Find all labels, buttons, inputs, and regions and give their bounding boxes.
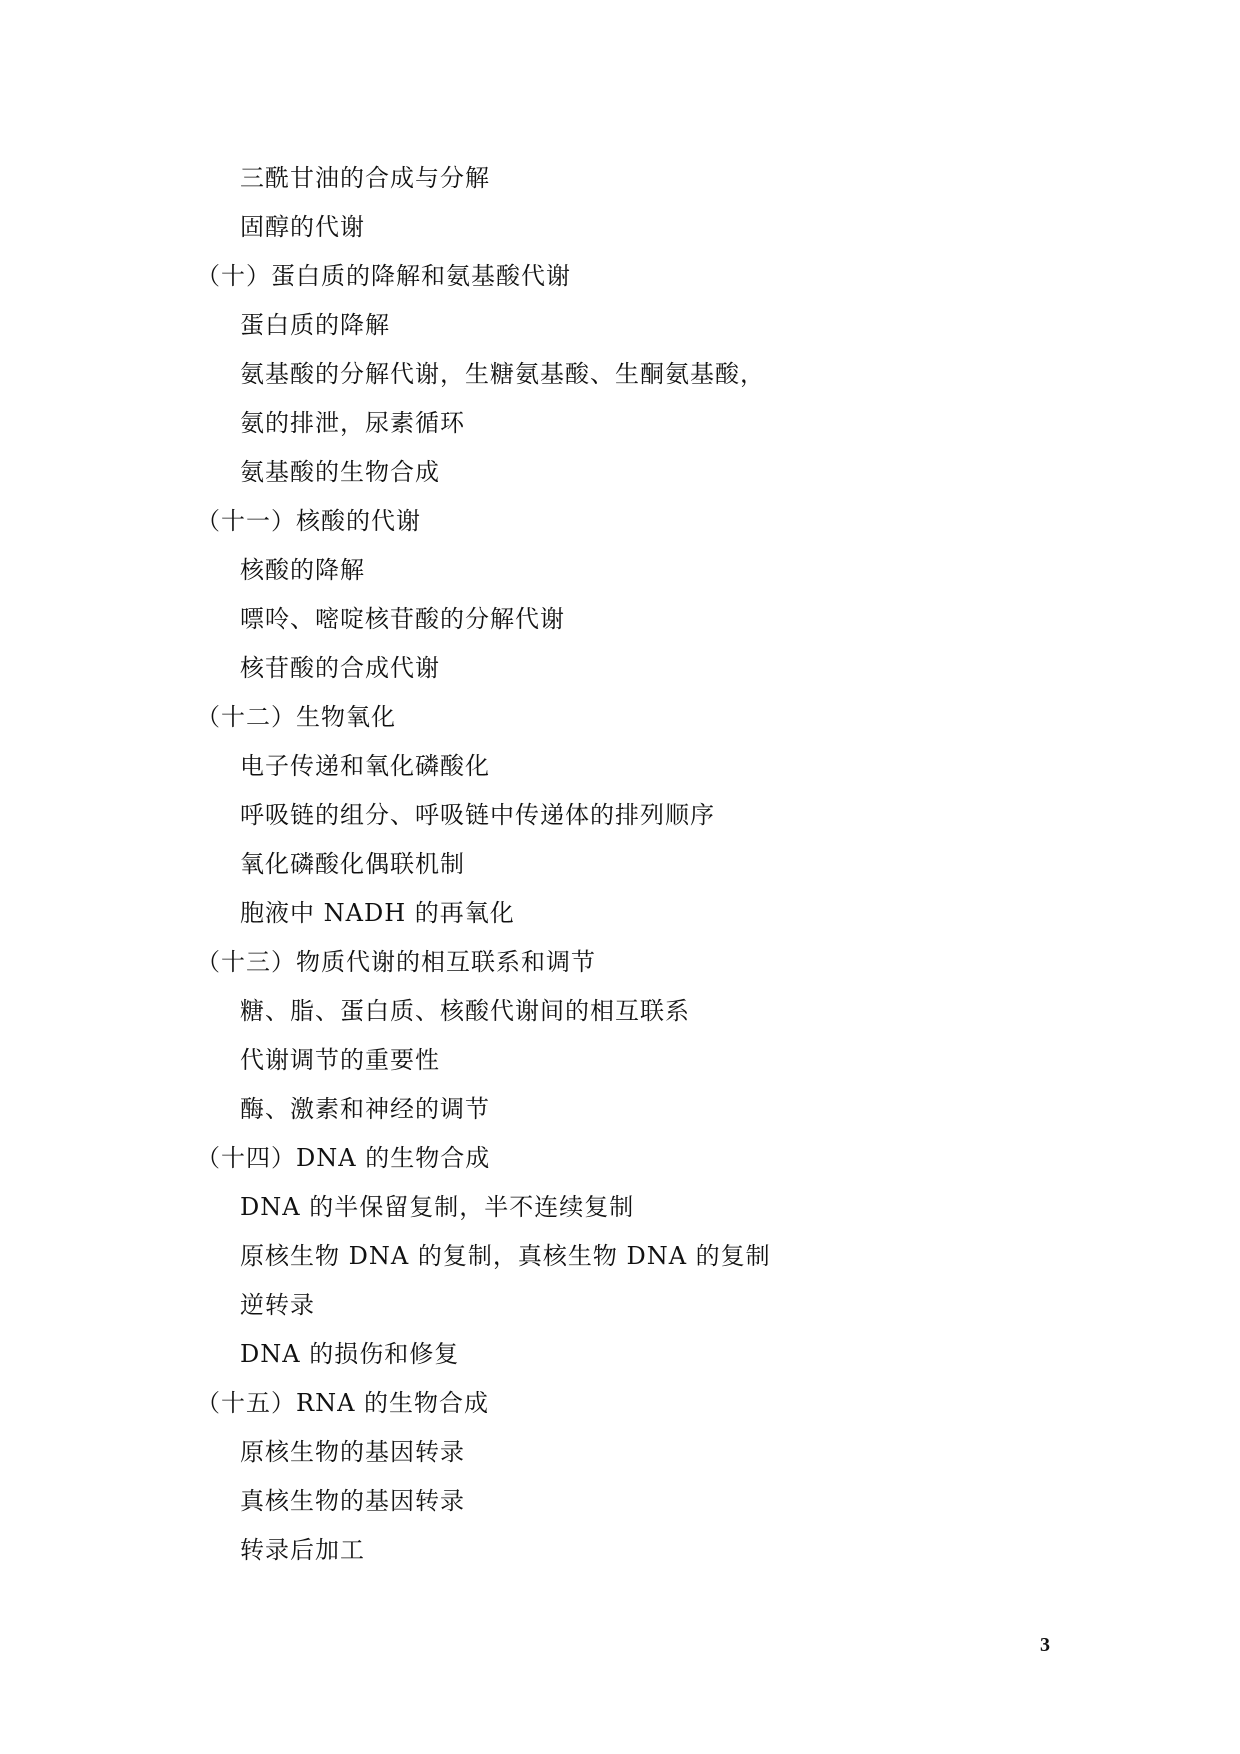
section-heading: （十四）DNA 的生物合成 (196, 1144, 491, 1172)
outline-item: 氨基酸的分解代谢，生糖氨基酸、生酮氨基酸， (240, 360, 765, 388)
outline-item: 氧化磷酸化偶联机制 (240, 850, 465, 878)
outline-item: 三酰甘油的合成与分解 (240, 164, 490, 192)
outline-item: 原核生物 DNA 的复制，真核生物 DNA 的复制 (240, 1242, 771, 1270)
outline-item: 呼吸链的组分、呼吸链中传递体的排列顺序 (240, 801, 715, 829)
outline-item: 核酸的降解 (240, 556, 365, 584)
outline-item: 核苷酸的合成代谢 (240, 654, 440, 682)
page-number: 3 (1040, 1634, 1050, 1656)
section-heading: （十五）RNA 的生物合成 (196, 1389, 490, 1417)
section-heading: （十二）生物氧化 (196, 703, 396, 731)
outline-item: 胞液中 NADH 的再氧化 (240, 899, 515, 927)
outline-item: 原核生物的基因转录 (240, 1438, 465, 1466)
outline-item: 酶、激素和神经的调节 (240, 1095, 490, 1123)
outline-item: 逆转录 (240, 1291, 315, 1319)
outline-item: 蛋白质的降解 (240, 311, 390, 339)
section-heading: （十一）核酸的代谢 (196, 507, 421, 535)
outline-item: 代谢调节的重要性 (240, 1046, 440, 1074)
outline-item: 氨基酸的生物合成 (240, 458, 440, 486)
section-heading: （十）蛋白质的降解和氨基酸代谢 (196, 262, 571, 290)
outline-item: DNA 的损伤和修复 (240, 1340, 460, 1368)
outline-item: 嘌呤、嘧啶核苷酸的分解代谢 (240, 605, 565, 633)
outline-item: 氨的排泄，尿素循环 (240, 409, 465, 437)
outline-item: 电子传递和氧化磷酸化 (240, 752, 490, 780)
outline-item: DNA 的半保留复制，半不连续复制 (240, 1193, 635, 1221)
outline-item: 固醇的代谢 (240, 213, 365, 241)
outline-item: 真核生物的基因转录 (240, 1487, 465, 1515)
outline-item: 转录后加工 (240, 1536, 365, 1564)
outline-item: 糖、脂、蛋白质、核酸代谢间的相互联系 (240, 997, 690, 1025)
section-heading: （十三）物质代谢的相互联系和调节 (196, 948, 596, 976)
outline-list (0, 154, 1240, 1575)
